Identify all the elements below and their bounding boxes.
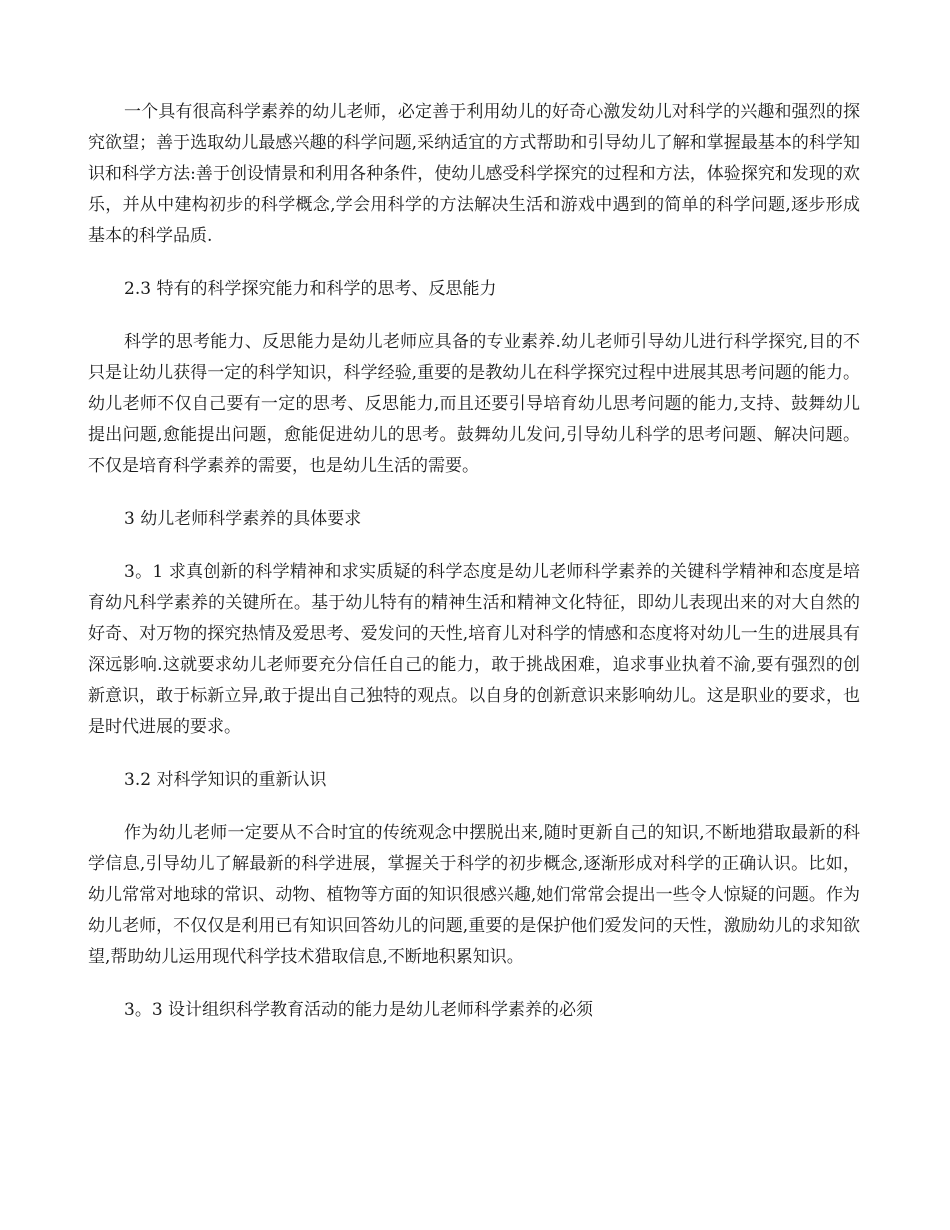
- section-heading-3: 3 幼儿老师科学素养的具体要求: [124, 509, 362, 529]
- paragraph-3-1: 3。1 求真创新的科学精神和求实质疑的科学态度是幼儿老师科学素养的关键科学精神和态度是培育幼凡科学素养的关键所在。基于幼儿特有的精神生活和精神文化特征，即幼儿表现出来的对大自然的好奇、对万物的探究热情及爱思考、爱发问的天性,培育儿对科学的情感和态度将对幼儿一生的进展具有深远影响.这就要求幼儿老师要充分信任自己的能力，敢于挑战困难，追求事业执着不渝,要有强烈的创新意识，敢于标新立异,敢于提出自己独特的观点。以自身的创新意识来影响幼儿。这是职业的要求，也是时代进展的要求。: [88, 562, 860, 737]
- section-heading-2-3: 2.3 特有的科学探究能力和科学的思考、反思能力: [124, 279, 497, 299]
- paragraph-2-3: 科学的思考能力、反思能力是幼儿老师应具备的专业素养.幼儿老师引导幼儿进行科学探究,目的不只是让幼儿获得一定的科学知识，科学经验,重要的是教幼儿在科学探究过程中进展其思考问题的能力。幼儿老师不仅自己要有一定的思考、反思能力,而且还要引导培育幼儿思考问题的能力,支持、鼓舞幼儿提出问题,愈能提出问题，愈能促进幼儿的思考。鼓舞幼儿发问,引导幼儿科学的思考问题、解决问题。不仅是培育科学素养的需要，也是幼儿生活的需要。: [88, 332, 860, 476]
- section-heading-3-3: 3。3 设计组织科学教育活动的能力是幼儿老师科学素养的必须: [124, 1000, 594, 1020]
- document-page: [88, 97, 860, 1026]
- section-heading-3-2: 3.2 对科学知识的重新认识: [124, 770, 327, 790]
- paragraph-3-2: 作为幼儿老师一定要从不合时宜的传统观念中摆脱出来,随时更新自己的知识,不断地猎取最新的科学信息,引导幼儿了解最新的科学进展，掌握关于科学的初步概念,逐渐形成对科学的正确认识。比如，幼儿常常对地球的常识、动物、植物等方面的知识很感兴趣,她们常常会提出一些令人惊疑的问题。作为幼儿老师，不仅仅是利用已有知识回答幼儿的问题,重要的是保护他们爱发问的天性，激励幼儿的求知欲望,帮助幼儿运用现代科学技术猎取信息,不断地积累知识。: [88, 823, 860, 967]
- paragraph-intro: 一个具有很高科学素养的幼儿老师，必定善于利用幼儿的好奇心激发幼儿对科学的兴趣和强烈的探究欲望；善于选取幼儿最感兴趣的科学问题,采纳适宜的方式帮助和引导幼儿了解和掌握最基本的科学知识和科学方法:善于创设情景和利用各种条件，使幼儿感受科学探究的过程和方法，体验探究和发现的欢乐，并从中建构初步的科学概念,学会用科学的方法解决生活和游戏中遇到的简单的科学问题,逐步形成基本的科学品质.: [88, 102, 860, 246]
